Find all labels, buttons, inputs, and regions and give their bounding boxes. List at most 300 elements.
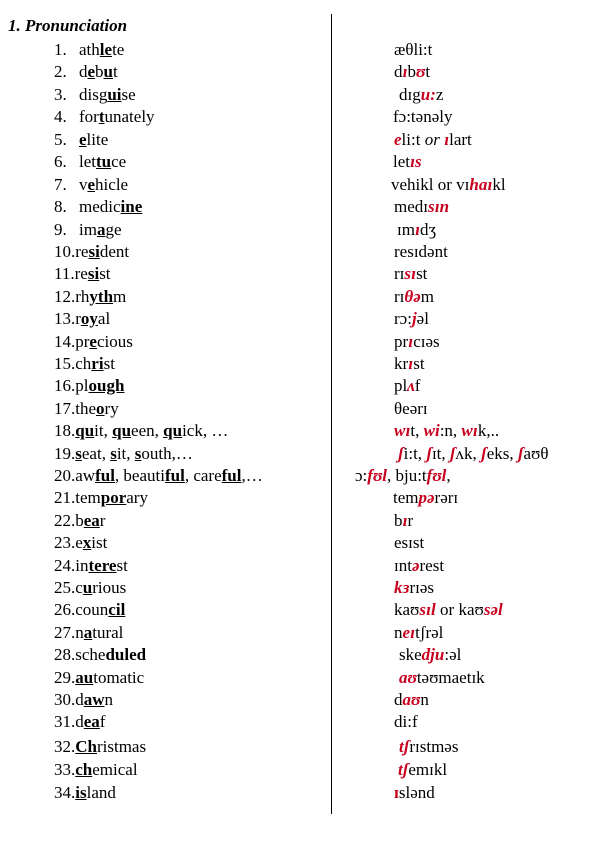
ipa-highlight-seg: j: [411, 309, 417, 328]
list-item: [0, 242, 614, 264]
ipa-seg: kaʊ: [394, 600, 420, 619]
ipa-seg: ɪnt: [394, 556, 412, 575]
word-seg: in: [75, 556, 89, 575]
ipa-cell: [394, 421, 499, 441]
item-number: 8.: [54, 197, 67, 216]
word-seg: f: [99, 712, 106, 731]
ipa-seg: i:t,: [403, 444, 427, 463]
word-underlined-seg: Ch: [75, 737, 97, 756]
word-cell: [54, 600, 125, 620]
ipa-seg: d: [394, 62, 403, 81]
ipa-cell: [394, 242, 448, 262]
word-cell: [54, 444, 193, 464]
word-cell: [54, 690, 113, 710]
list-item: [0, 533, 614, 555]
word-seg: tomatic: [93, 668, 145, 687]
ipa-seg: ɔ:: [355, 466, 368, 485]
word-seg: d: [75, 712, 84, 731]
item-number: 28.: [54, 645, 76, 664]
ipa-cell: [394, 623, 443, 643]
item-number: 31.: [54, 712, 76, 731]
word-cell: [54, 511, 105, 531]
word-underlined-seg: cil: [108, 600, 126, 619]
ipa-cell: [394, 197, 449, 217]
word-underlined-seg: ui: [107, 85, 122, 104]
ipa-cell: [394, 690, 429, 710]
list-item: [0, 152, 614, 174]
word-seg: d: [79, 62, 88, 81]
list-item: [0, 107, 614, 129]
word-seg: t: [113, 62, 118, 81]
item-number: 17.: [54, 399, 76, 418]
word-seg: , beauti: [114, 466, 165, 485]
ipa-seg: eks,: [486, 444, 518, 463]
word-cell: [54, 40, 124, 60]
word-cell: [54, 488, 148, 508]
ipa-seg: θeərɪ: [394, 399, 428, 418]
ipa-highlight-seg: e: [394, 130, 402, 149]
ipa-seg: ,: [446, 466, 451, 485]
word: [79, 130, 108, 149]
ipa-seg: æθli:t: [394, 40, 433, 59]
item-number: 14.: [54, 332, 76, 351]
word-underlined-seg: qu: [163, 421, 183, 440]
word-seg: eat,: [81, 444, 111, 463]
word-seg: b: [75, 511, 84, 530]
word-underlined-seg: tu: [96, 152, 112, 171]
item-number: 15.: [54, 354, 76, 373]
ipa-highlight-seg: səl: [483, 600, 503, 619]
word: [75, 444, 193, 463]
word: [75, 760, 137, 779]
section-title: 1. Pronunciation: [8, 16, 128, 35]
word-underlined-seg: ea: [83, 511, 100, 530]
ipa-highlight-seg: ɪ: [414, 220, 420, 239]
word-seg: m: [113, 287, 127, 306]
ipa-seg: lart: [449, 130, 472, 149]
list-item: [0, 488, 614, 510]
word-underlined-seg: is: [75, 783, 87, 802]
ipa-highlight-seg: ɪ: [394, 783, 399, 802]
ipa-seg: medɪ: [394, 197, 428, 216]
item-number: 30.: [54, 690, 76, 709]
list-item: [0, 287, 614, 309]
word-cell: [54, 737, 146, 757]
ipa-highlight-seg: ɪ: [444, 130, 450, 149]
ipa-seg: r: [407, 511, 414, 530]
word-seg: it,: [116, 444, 135, 463]
ipa-seg: rɪstməs: [409, 737, 459, 756]
word-cell: [54, 62, 118, 82]
word-seg: c: [75, 578, 83, 597]
ipa-seg: təʊmaetɪk: [416, 668, 485, 687]
word-underlined-seg: au: [75, 668, 94, 687]
word: [75, 399, 118, 418]
ipa-highlight-seg: aʊ: [402, 690, 421, 709]
word-underlined-seg: aw: [83, 690, 105, 709]
word-cell: [54, 466, 263, 486]
ipa-seg: :n,: [439, 421, 462, 440]
ipa-seg: :əl: [444, 645, 462, 664]
ipa-seg: vehikl or vɪ: [391, 175, 470, 194]
ipa-highlight-seg: tʃ: [398, 760, 409, 779]
ipa-highlight-seg: ʃ: [449, 444, 456, 463]
ipa-seg: , bju:t: [386, 466, 427, 485]
ipa-cell: [394, 40, 432, 60]
ipa-cell: [394, 556, 444, 576]
word-seg: sche: [75, 645, 106, 664]
ipa-highlight-seg: sɪn: [428, 197, 450, 216]
word-underlined-seg: e: [89, 332, 97, 351]
word-underlined-seg: t: [98, 107, 105, 126]
list-item: [0, 62, 614, 84]
ipa-seg: rɪəs: [409, 578, 435, 597]
item-number: 13.: [54, 309, 76, 328]
item-number: 12.: [54, 287, 76, 306]
word-seg: coun: [75, 600, 109, 619]
ipa-highlight-seg: ɪ: [408, 354, 414, 373]
word-seg: r: [99, 511, 106, 530]
word-cell: [54, 376, 124, 396]
word-seg: , care: [184, 466, 222, 485]
ipa-cell: [393, 152, 422, 172]
word-cell: [54, 220, 122, 240]
list-item: [0, 220, 614, 242]
ipa-seg: m: [420, 287, 434, 306]
word-cell: [54, 578, 126, 598]
ipa-seg: aʊθ: [523, 444, 549, 463]
word-seg: ary: [126, 488, 148, 507]
item-number: 20.: [54, 466, 76, 485]
item-number: 9.: [54, 220, 67, 239]
word-cell: [54, 533, 107, 553]
ipa-seg: cɪəs: [413, 332, 440, 351]
list-item: [0, 600, 614, 622]
ipa-seg: emɪkl: [408, 760, 448, 779]
word-cell: [54, 287, 126, 307]
word: [75, 578, 126, 597]
word-seg: rh: [75, 287, 90, 306]
word-seg: let: [79, 152, 96, 171]
ipa-cell: [391, 175, 506, 195]
ipa-cell: [399, 85, 443, 105]
ipa-highlight-seg: ʃ: [517, 444, 524, 463]
word-seg: al: [97, 309, 111, 328]
word: [75, 645, 146, 664]
word: [79, 220, 122, 239]
word-cell: [54, 242, 129, 262]
item-number: 3.: [54, 85, 67, 104]
ipa-highlight-seg: u:: [420, 85, 436, 104]
ipa-seg: d: [394, 690, 403, 709]
ipa-cell: [394, 264, 427, 284]
ipa-seg: k,..: [477, 421, 500, 440]
word-seg: e: [75, 533, 83, 552]
word-cell: [54, 85, 136, 105]
ipa-cell: [394, 399, 428, 419]
ipa-seg: ɪt,: [431, 444, 450, 463]
ipa-seg: kr: [394, 354, 409, 373]
word-seg: se: [121, 85, 136, 104]
item-number: 7.: [54, 175, 67, 194]
ipa-cell: [399, 645, 461, 665]
ipa-seg: st: [413, 354, 425, 373]
ipa-highlight-seg: tʃ: [399, 737, 410, 756]
word-seg: ,…: [241, 466, 263, 485]
item-number: 23.: [54, 533, 76, 552]
ipa-cell: [398, 760, 447, 780]
list-item: [0, 85, 614, 107]
word-underlined-seg: u: [82, 578, 93, 597]
word: [79, 62, 118, 81]
word: [75, 712, 105, 731]
word-underlined-seg: a: [96, 220, 106, 239]
word-cell: [54, 332, 133, 352]
ipa-highlight-seg: kɜ: [394, 578, 410, 597]
word: [75, 264, 111, 283]
word-cell: [54, 130, 108, 150]
word-cell: [54, 152, 126, 172]
ipa-highlight-seg: pə: [418, 488, 435, 507]
list-item: [0, 197, 614, 219]
ipa-cell: [394, 511, 413, 531]
word-seg: ick, …: [182, 421, 229, 440]
word: [75, 511, 105, 530]
word: [79, 175, 128, 194]
word-underlined-seg: si: [87, 264, 100, 283]
ipa-highlight-seg: wi: [423, 421, 440, 440]
ipa-highlight-seg: ʃ: [398, 444, 404, 463]
ipa-seg: rɪ: [394, 287, 405, 306]
list-item: [0, 40, 614, 62]
word-cell: [54, 399, 119, 419]
ipa-cell: [394, 600, 503, 620]
word-seg: ist: [91, 533, 108, 552]
word-seg: land: [86, 783, 116, 802]
ipa-seg: st: [416, 264, 428, 283]
word-seg: unately: [104, 107, 155, 126]
word-seg: aw: [75, 466, 96, 485]
word-seg: ch: [75, 354, 92, 373]
word-cell: [54, 421, 228, 441]
ipa-cell: [393, 107, 452, 127]
word: [75, 376, 124, 395]
ipa-cell: [397, 220, 436, 240]
list-item: [0, 466, 614, 488]
word-seg: emical: [92, 760, 138, 779]
word-seg: outh,…: [141, 444, 193, 463]
word-underlined-seg: le: [99, 40, 113, 59]
list-item: [0, 737, 614, 759]
word-underlined-seg: a: [83, 623, 93, 642]
word-underlined-seg: qu: [112, 421, 132, 440]
word-underlined-seg: ri: [91, 354, 104, 373]
list-item: [0, 623, 614, 645]
item-number: 19.: [54, 444, 76, 463]
word-cell: [54, 264, 111, 284]
list-item: [0, 309, 614, 331]
word-seg: lite: [86, 130, 109, 149]
word-seg: re: [75, 242, 89, 261]
word-cell: [54, 197, 142, 217]
ipa-cell: [394, 712, 418, 732]
word-underlined-seg: s: [110, 444, 117, 463]
word-seg: disg: [79, 85, 108, 104]
ipa-seg: dʒ: [420, 220, 437, 239]
ipa-seg: rɪ: [394, 264, 405, 283]
ipa-seg: ske: [399, 645, 422, 664]
ipa-cell: [394, 578, 434, 598]
word-cell: [54, 760, 138, 780]
ipa-seg: t: [425, 62, 431, 81]
list-item: [0, 645, 614, 667]
item-number: 34.: [54, 783, 76, 802]
list-item: [0, 511, 614, 533]
word: [75, 600, 125, 619]
word-cell: [54, 623, 123, 643]
list-item: [0, 175, 614, 197]
list-item: [0, 760, 614, 782]
word-seg: ath: [79, 40, 100, 59]
word-seg: im: [79, 220, 97, 239]
word-seg: ry: [104, 399, 119, 418]
list-item: [0, 712, 614, 734]
item-number: 1.: [54, 40, 67, 59]
ipa-seg: pr: [394, 332, 409, 351]
list-item: [0, 578, 614, 600]
word-underlined-seg: e: [87, 175, 96, 194]
ipa-highlight-seg: ʌ: [407, 376, 415, 395]
word: [79, 197, 142, 216]
list-item: [0, 421, 614, 443]
word-seg: pl: [75, 376, 89, 395]
ipa-cell: [394, 130, 472, 150]
ipa-seg: tem: [393, 488, 419, 507]
word-seg: b: [95, 62, 104, 81]
ipa-highlight-seg: wɪ: [394, 421, 411, 440]
ipa-seg: let: [393, 152, 410, 171]
ipa-highlight-seg: ɪ: [402, 511, 408, 530]
ipa-cell: [393, 488, 458, 508]
ipa-cell: [399, 737, 458, 757]
item-number: 4.: [54, 107, 67, 126]
item-number: 26.: [54, 600, 76, 619]
word-underlined-seg: ch: [75, 760, 93, 779]
list-item: [0, 399, 614, 421]
ipa-highlight-seg: ʃ: [481, 444, 487, 463]
item-number: 5.: [54, 130, 67, 149]
word-underlined-seg: u: [103, 62, 114, 81]
word-seg: medic: [79, 197, 121, 216]
word: [75, 287, 126, 306]
ipa-seg: rɔ:: [394, 309, 412, 328]
word-underlined-seg: ful: [95, 466, 115, 485]
word-underlined-seg: ful: [221, 466, 242, 485]
word-cell: [54, 107, 155, 127]
ipa-seg: rest: [419, 556, 445, 575]
word: [75, 533, 107, 552]
item-number: 16.: [54, 376, 76, 395]
ipa-highlight-seg: sɪl: [419, 600, 436, 619]
item-number: 10.: [54, 242, 76, 261]
ipa-seg: z: [435, 85, 444, 104]
ipa-cell: [394, 533, 424, 553]
ipa-seg: dɪg: [399, 85, 421, 104]
list-item: [0, 376, 614, 398]
list-item: [0, 690, 614, 712]
word-underlined-seg: s: [134, 444, 142, 463]
ipa-highlight-seg: sɪ: [404, 264, 417, 283]
item-number: 6.: [54, 152, 67, 171]
word-underlined-seg: tere: [88, 556, 117, 575]
word-underlined-seg: ful: [164, 466, 185, 485]
word-underlined-seg: qu: [75, 421, 95, 440]
list-item: [0, 354, 614, 376]
word-seg: tural: [92, 623, 124, 642]
ipa-seg: esɪst: [394, 533, 425, 552]
ipa-highlight-seg: dju: [421, 645, 445, 664]
word-seg: the: [75, 399, 97, 418]
word-seg: ge: [105, 220, 122, 239]
word: [79, 40, 124, 59]
ipa-italic-seg: or: [424, 130, 440, 149]
word-cell: [54, 668, 144, 688]
ipa-highlight-seg: ɪs: [410, 152, 422, 171]
ipa-highlight-seg: aʊ: [399, 668, 417, 687]
word-underlined-seg: o: [96, 399, 105, 418]
word-seg: st: [116, 556, 128, 575]
word-underlined-seg: oy: [80, 309, 98, 328]
word-underlined-seg: ough: [88, 376, 125, 395]
word-seg: rious: [92, 578, 127, 597]
ipa-cell: [398, 444, 549, 464]
ipa-cell: [355, 466, 451, 486]
ipa-highlight-seg: ʊ: [416, 62, 426, 81]
item-number: 24.: [54, 556, 76, 575]
list-item: [0, 332, 614, 354]
ipa-seg: di:f: [394, 712, 418, 731]
word: [75, 737, 146, 756]
word-seg: st: [99, 264, 111, 283]
word: [75, 690, 113, 709]
ipa-highlight-seg: θə: [404, 287, 421, 306]
list-item: [0, 783, 614, 805]
ipa-seg: slənd: [398, 783, 435, 802]
word-underlined-seg: yth: [89, 287, 114, 306]
ipa-cell: [394, 309, 429, 329]
word-underlined-seg: s: [75, 444, 82, 463]
word-cell: [54, 645, 146, 665]
word: [75, 556, 128, 575]
word-cell: [54, 354, 115, 374]
word: [75, 783, 116, 802]
ipa-cell: [399, 668, 485, 688]
word-underlined-seg: ea: [83, 712, 100, 731]
ipa-highlight-seg: ʃ: [426, 444, 432, 463]
word-seg: tem: [75, 488, 101, 507]
word-cell: [54, 712, 105, 732]
word-seg: ristmas: [96, 737, 147, 756]
word-seg: te: [112, 40, 125, 59]
ipa-seg: b: [407, 62, 417, 81]
ipa-cell: [394, 287, 434, 307]
word-seg: cious: [96, 332, 133, 351]
ipa-highlight-seg: ə: [411, 556, 420, 575]
ipa-seg: tʃrəl: [415, 623, 444, 642]
word-seg: dent: [99, 242, 130, 261]
word: [75, 354, 115, 373]
word-seg: v: [79, 175, 88, 194]
